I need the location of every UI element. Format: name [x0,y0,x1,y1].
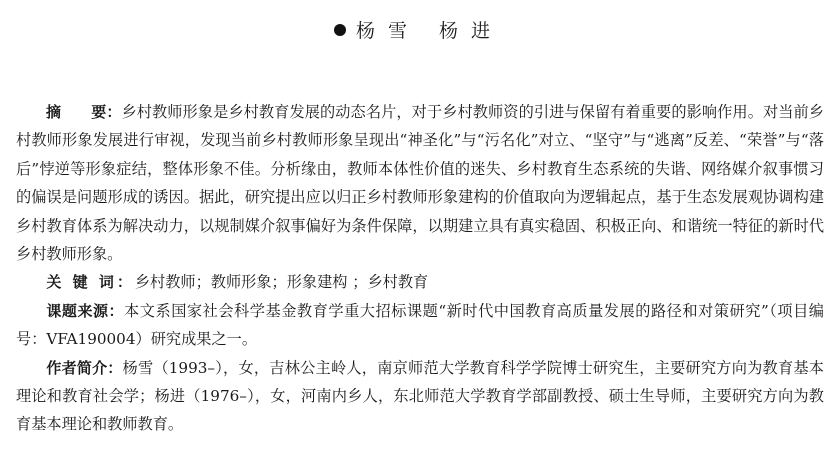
article-front-matter [16,98,824,439]
abstract-label: 摘 要： [46,103,122,121]
keywords-label: 关 键 词： [46,273,135,292]
author-bio-label: 作者简介： [46,358,123,377]
bullet-dot-icon [334,24,346,36]
abstract-paragraph [16,98,824,268]
author-bio-paragraph [16,354,824,439]
funding-text: 本文系国家社会科学基金教育学重大招标课题“新时代中国教育高质量发展的路径和对策研究”（项目编号：VFA190004）研究成果之一。 [16,301,824,349]
funding-label: 课题来源： [46,301,125,320]
keywords-paragraph [16,268,824,296]
keywords-text: 乡村教师；教师形象；形象建构 ；乡村教育 [134,273,429,292]
abstract-text: 乡村教师形象是乡村教育发展的动态名片，对于乡村教师资的引进与保留有着重要的影响作用。对当前乡村教师形象发展进行审视，发现当前乡村教师形象呈现出“神圣化”与“污名化”对立、“坚守”与“逃离”反差、“荣誉”与“落后”悖逆等形象症结，整体形象不佳。分析缘由，教师本体性价值的迷失、乡村教育生态系统的失谐、网络媒介叙事惯习的偏误是问题形成的诱因。据此，研究提出应以归正乡村教师形象建构的价值取向为逻辑起点，基于生态发展观协调构建乡村教育体系为解决动力，以规制媒介叙事偏好为条件保障，以期建立具有真实稳固、积极正向、和谐统一特征的新时代乡村教师形象。 [16,103,824,264]
funding-paragraph [16,297,824,354]
author-line [0,18,837,44]
author-bio-text: 杨雪（1993–），女，吉林公主岭人，南京师范大学教育科学学院博士研究生，主要研究方向为教育基本理论和教育社会学；杨进（1976–），女，河南内乡人，东北师范大学教育学部副教授、硕士生导师，主要研究方向为教育基本理论和教师教育。 [16,358,824,434]
authors-names: 杨雪 杨进 [355,20,504,42]
